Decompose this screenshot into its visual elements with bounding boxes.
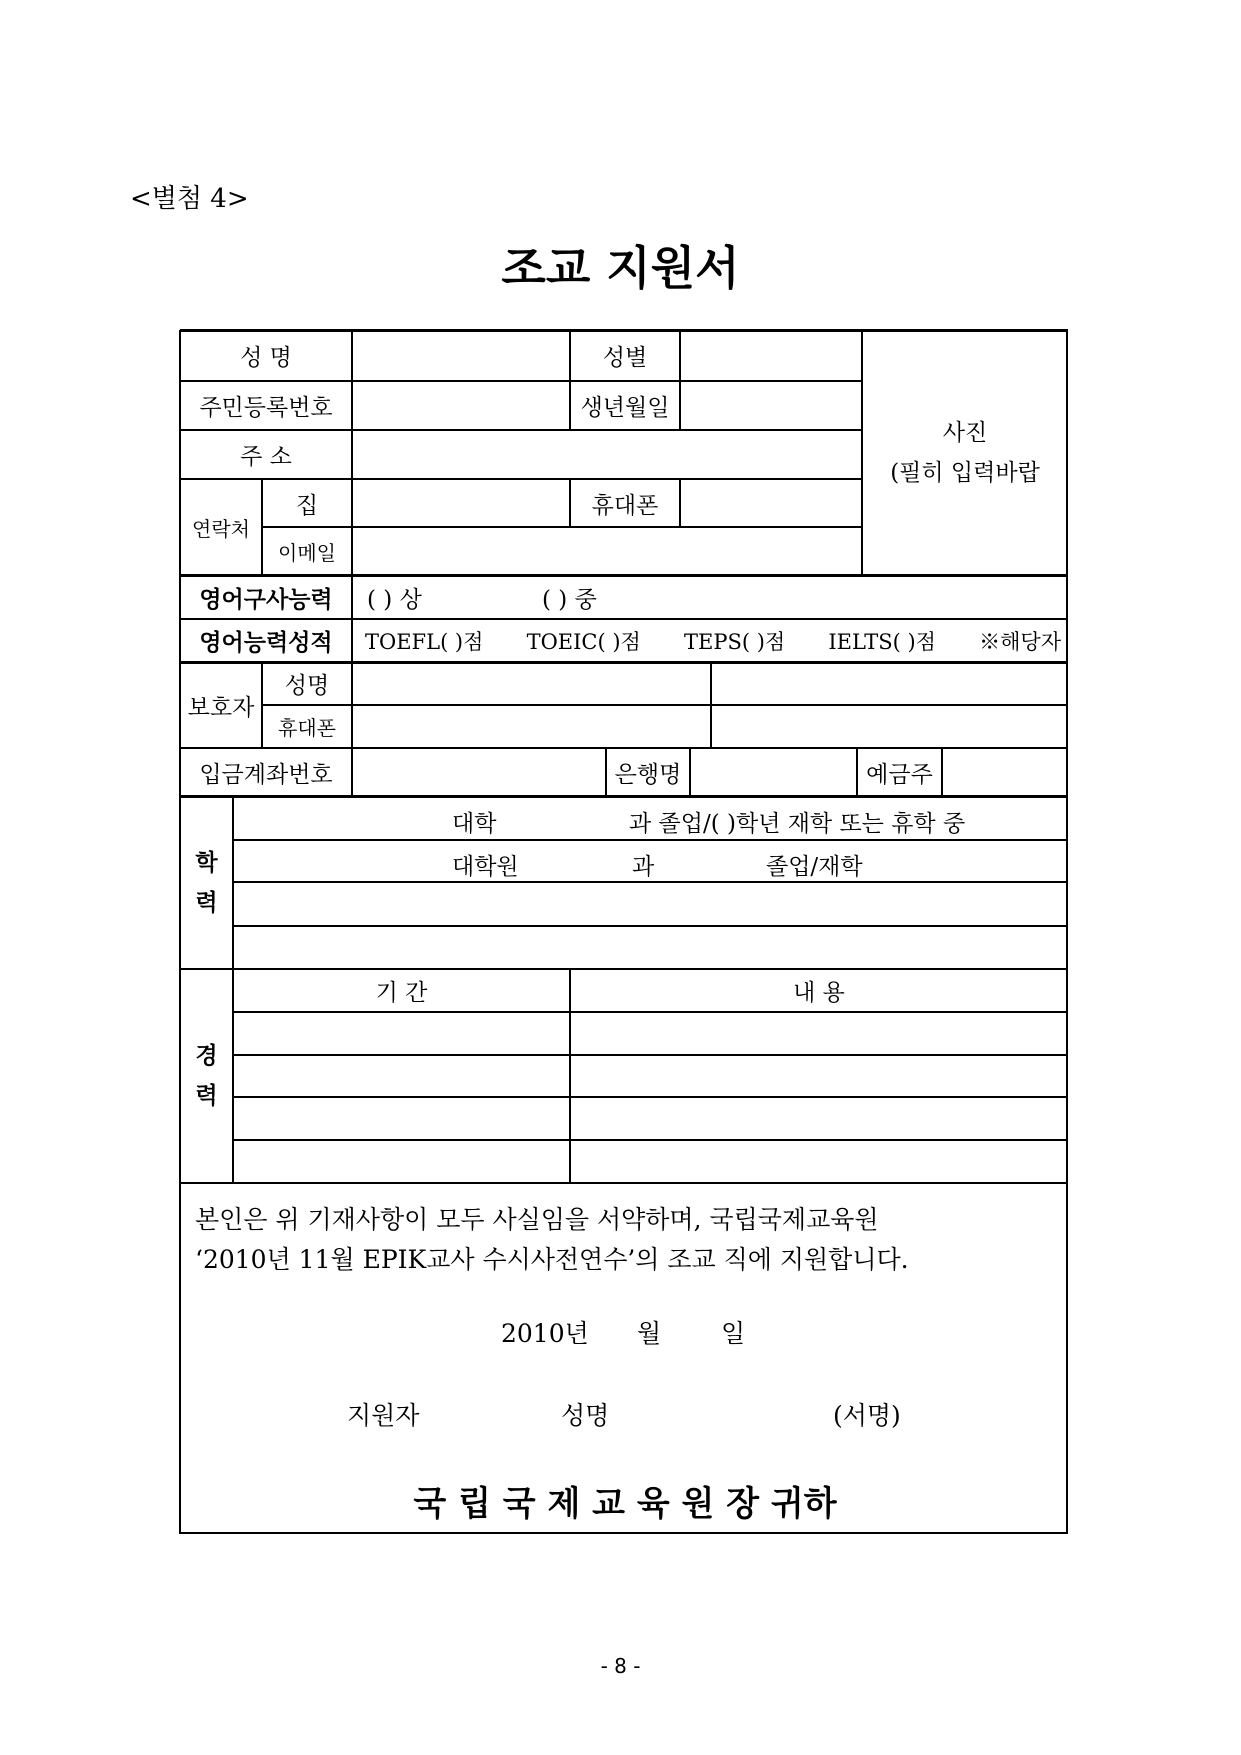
guardian-name-label: 성명 bbox=[262, 662, 352, 705]
education-label-1: 학 bbox=[195, 848, 218, 876]
bank-label: 은행명 bbox=[606, 748, 690, 796]
speaking-field[interactable] bbox=[352, 575, 1068, 619]
attachment-label: <별첨 4> bbox=[130, 184, 249, 214]
pledge-box bbox=[180, 1183, 1068, 1534]
addressee: 국 립 국 제 교 육 원 장 귀하 bbox=[413, 1484, 837, 1524]
rrn-label: 주민등록번호 bbox=[180, 381, 352, 430]
scores-label: 영어능력성적 bbox=[180, 619, 352, 662]
holder-label: 예금주 bbox=[857, 748, 942, 796]
teps-score[interactable]: TEPS( )점 bbox=[684, 629, 786, 654]
address-field[interactable] bbox=[352, 430, 862, 479]
applicable-note: ※해당자 bbox=[979, 629, 1061, 654]
career-period-cell[interactable] bbox=[233, 1055, 570, 1097]
page-number: - 8 - bbox=[600, 1654, 641, 1678]
applicant-name-label: 성명 bbox=[561, 1401, 610, 1430]
scores-field[interactable] bbox=[352, 619, 1068, 662]
career-label-1: 경 bbox=[195, 1042, 218, 1069]
edu-univ-rest: 과 졸업/( )학년 재학 또는 휴학 중 bbox=[629, 811, 966, 837]
account-field[interactable] bbox=[352, 748, 606, 796]
career-period-header: 기 간 bbox=[233, 969, 570, 1012]
toeic-score[interactable]: TOEIC( )점 bbox=[526, 629, 641, 654]
photo-note: (필히 입력바랍 bbox=[890, 459, 1040, 486]
speaking-option-mid[interactable]: ( ) 중 bbox=[542, 586, 597, 613]
birth-label: 생년월일 bbox=[570, 381, 680, 430]
guardian-mobile-label: 휴대폰 bbox=[262, 705, 352, 748]
education-row-graduate[interactable] bbox=[233, 840, 1068, 882]
account-label: 입금계좌번호 bbox=[180, 748, 352, 796]
date-month: 월 bbox=[637, 1319, 662, 1348]
home-phone-field[interactable] bbox=[352, 479, 570, 527]
education-label bbox=[180, 796, 233, 969]
ielts-score[interactable]: IELTS( )점 bbox=[828, 629, 936, 654]
guardian-extra-field-2[interactable] bbox=[711, 705, 1068, 748]
mobile-label: 휴대폰 bbox=[570, 479, 680, 527]
career-content-cell[interactable] bbox=[570, 1097, 1068, 1140]
photo-label: 사진 bbox=[942, 419, 988, 446]
email-field[interactable] bbox=[352, 527, 862, 575]
career-content-header: 내 용 bbox=[570, 969, 1068, 1012]
name-label: 성 명 bbox=[180, 330, 352, 381]
date-day: 일 bbox=[721, 1319, 746, 1348]
signature-label[interactable]: (서명) bbox=[833, 1401, 901, 1430]
rrn-field[interactable] bbox=[352, 381, 570, 430]
career-period-cell[interactable] bbox=[233, 1097, 570, 1140]
email-label: 이메일 bbox=[262, 527, 352, 575]
speaking-label: 영어구사능력 bbox=[180, 575, 352, 619]
education-label-2: 력 bbox=[195, 888, 218, 916]
edu-grad: 대학원 bbox=[452, 854, 519, 880]
pledge-line-2: ‘2010년 11월 EPIK교사 수시사전연수’의 조교 직에 지원합니다. bbox=[195, 1245, 909, 1274]
career-period-cell[interactable] bbox=[233, 1140, 570, 1183]
education-row-3[interactable] bbox=[233, 882, 1068, 926]
mobile-field[interactable] bbox=[680, 479, 862, 527]
career-content-cell[interactable] bbox=[570, 1055, 1068, 1097]
contact-label: 연락처 bbox=[180, 479, 262, 575]
education-row-university[interactable] bbox=[233, 796, 1068, 840]
guardian-label: 보호자 bbox=[180, 662, 262, 748]
career-content-cell[interactable] bbox=[570, 1012, 1068, 1055]
career-content-cell[interactable] bbox=[570, 1140, 1068, 1183]
career-period-cell[interactable] bbox=[233, 1012, 570, 1055]
guardian-extra-field[interactable] bbox=[711, 662, 1068, 705]
page-title: 조교 지원서 bbox=[501, 241, 740, 295]
applicant-label: 지원자 bbox=[347, 1401, 420, 1430]
guardian-name-field[interactable] bbox=[352, 662, 711, 705]
address-label: 주 소 bbox=[180, 430, 352, 479]
toefl-score[interactable]: TOEFL( )점 bbox=[365, 629, 484, 654]
pledge-line-1: 본인은 위 기재사항이 모두 사실임을 서약하며, 국립국제교육원 bbox=[195, 1205, 879, 1234]
guardian-mobile-field[interactable] bbox=[352, 705, 711, 748]
edu-grad-status: 졸업/재학 bbox=[766, 854, 863, 880]
edu-grad-dept: 과 bbox=[632, 854, 655, 880]
name-field[interactable] bbox=[352, 330, 570, 381]
career-label bbox=[180, 969, 233, 1183]
edu-univ: 대학 bbox=[452, 811, 497, 837]
home-label: 집 bbox=[262, 479, 352, 527]
birth-field[interactable] bbox=[680, 381, 862, 430]
education-row-4[interactable] bbox=[233, 926, 1068, 969]
bank-field[interactable] bbox=[690, 748, 857, 796]
holder-field[interactable] bbox=[942, 748, 1068, 796]
date-year: 2010년 bbox=[501, 1319, 589, 1348]
gender-field[interactable] bbox=[680, 330, 862, 381]
gender-label: 성별 bbox=[570, 330, 680, 381]
career-label-2: 력 bbox=[195, 1082, 218, 1109]
speaking-option-high[interactable]: ( ) 상 bbox=[367, 586, 422, 613]
photo-box[interactable] bbox=[862, 330, 1068, 575]
